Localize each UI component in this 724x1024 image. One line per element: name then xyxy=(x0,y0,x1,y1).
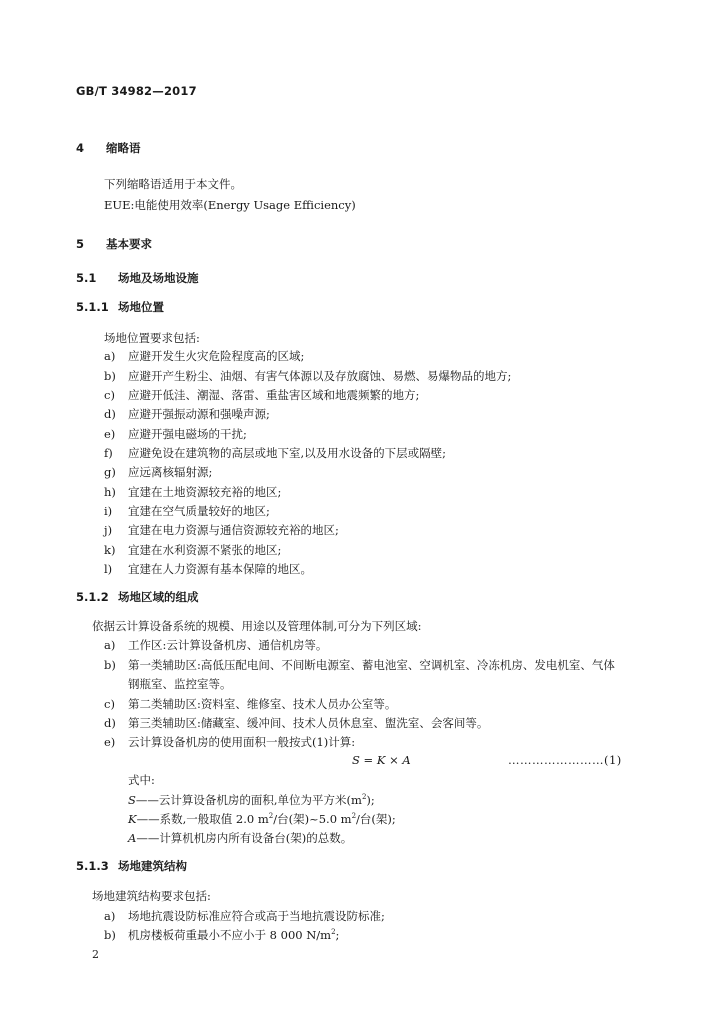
list-item: a) 工作区:云计算设备机房、通信机房等。 xyxy=(104,638,328,652)
section-title: 基本要求 xyxy=(106,237,152,251)
list-item: e) 云计算设备机房的使用面积一般按式(1)计算: xyxy=(104,735,356,749)
list-item: f) 应避免设在建筑物的高层或地下室,以及用水设备的下层或隔壁; xyxy=(104,446,447,460)
symbol: A xyxy=(128,831,137,845)
list-item-continuation: 钢瓶室、监控室等。 xyxy=(128,677,232,691)
section-title: 场地及场地设施 xyxy=(118,271,199,285)
list-item: b) 应避开产生粉尘、油烟、有害气体源以及存放腐蚀、易燃、易爆物品的地方; xyxy=(104,369,512,383)
section-5-heading xyxy=(76,236,152,252)
list-item: c) 应避开低洼、潮湿、落雷、重盐害区域和地震频繁的地方; xyxy=(104,388,420,402)
document-code: GB/T 34982—2017 xyxy=(76,84,197,98)
paragraph: 场地建筑结构要求包括: xyxy=(92,889,211,903)
section-5-1-3-heading xyxy=(76,858,187,874)
section-title: 场地位置 xyxy=(118,300,164,314)
symbol-definition: S——云计算设备机房的面积,单位为平方米$(m^2)$; xyxy=(128,793,375,807)
formula-number: ……………………(1) xyxy=(508,753,622,767)
list-item: a) 场地抗震设防标准应符合或高于当地抗震设防标准; xyxy=(104,909,385,923)
paragraph: 依据云计算设备系统的规模、用途以及管理体制,可分为下列区域: xyxy=(92,619,422,633)
section-title: 场地区域的组成 xyxy=(118,590,199,604)
abbreviation-eue: EUE:电能使用效率(Energy Usage Efficiency) xyxy=(104,198,356,212)
symbol-definition: A——计算机机房内所有设备台(架)的总数。 xyxy=(128,831,353,845)
page-number: 2 xyxy=(92,948,99,961)
section-title: 场地建筑结构 xyxy=(118,859,187,873)
symbol: S xyxy=(128,793,136,807)
list-item: d) 应避开强振动源和强噪声源; xyxy=(104,407,270,421)
paragraph: 下列缩略语适用于本文件。 xyxy=(104,177,242,191)
section-title: 缩略语 xyxy=(106,141,141,155)
list-item: g) 应远离核辐射源; xyxy=(104,465,213,479)
section-5-1-1-heading xyxy=(76,299,164,315)
list-item: a) 应避开发生火灾危险程度高的区域; xyxy=(104,349,305,363)
section-number: 5.1.1 xyxy=(76,300,109,314)
section-4-heading xyxy=(76,140,141,156)
section-number: 4 xyxy=(76,141,85,155)
section-number: 5.1 xyxy=(76,271,97,285)
list-item: c) 第二类辅助区:资料室、维修室、技术人员办公室等。 xyxy=(104,697,397,711)
section-5-1-2-heading xyxy=(76,589,199,605)
list-item: i) 宜建在空气质量较好的地区; xyxy=(104,504,270,518)
list-item: b) 第一类辅助区:高低压配电间、不间断电源室、蓄电池室、空调机室、冷冻机房、发电机室、气体 xyxy=(104,658,615,672)
list-item: d) 第三类辅助区:储藏室、缓冲间、技术人员休息室、盥洗室、会客间等。 xyxy=(104,716,489,730)
symbol: K xyxy=(128,812,137,826)
formula: S = K × A xyxy=(352,753,411,767)
section-number: 5.1.3 xyxy=(76,859,109,873)
list-item: l) 宜建在人力资源有基本保障的地区。 xyxy=(104,562,312,576)
section-number: 5 xyxy=(76,237,85,251)
symbol-definition: K——系数,一般取值 2.0 $m^2/$台(架)~5.0 $m^2/$台(架); xyxy=(128,812,396,826)
where-label: 式中: xyxy=(128,773,155,787)
list-item: j) 宜建在电力资源与通信资源较充裕的地区; xyxy=(104,523,339,537)
list-item: b) 机房楼板荷重最小不应小于 8 000 $N/m^2$; xyxy=(104,928,340,942)
section-5-1-heading xyxy=(76,270,199,286)
list-item: k) 宜建在水利资源不紧张的地区; xyxy=(104,543,282,557)
list-item: h) 宜建在土地资源较充裕的地区; xyxy=(104,485,282,499)
section-number: 5.1.2 xyxy=(76,590,109,604)
list-item: e) 应避开强电磁场的干扰; xyxy=(104,427,247,441)
paragraph: 场地位置要求包括: xyxy=(104,331,200,345)
